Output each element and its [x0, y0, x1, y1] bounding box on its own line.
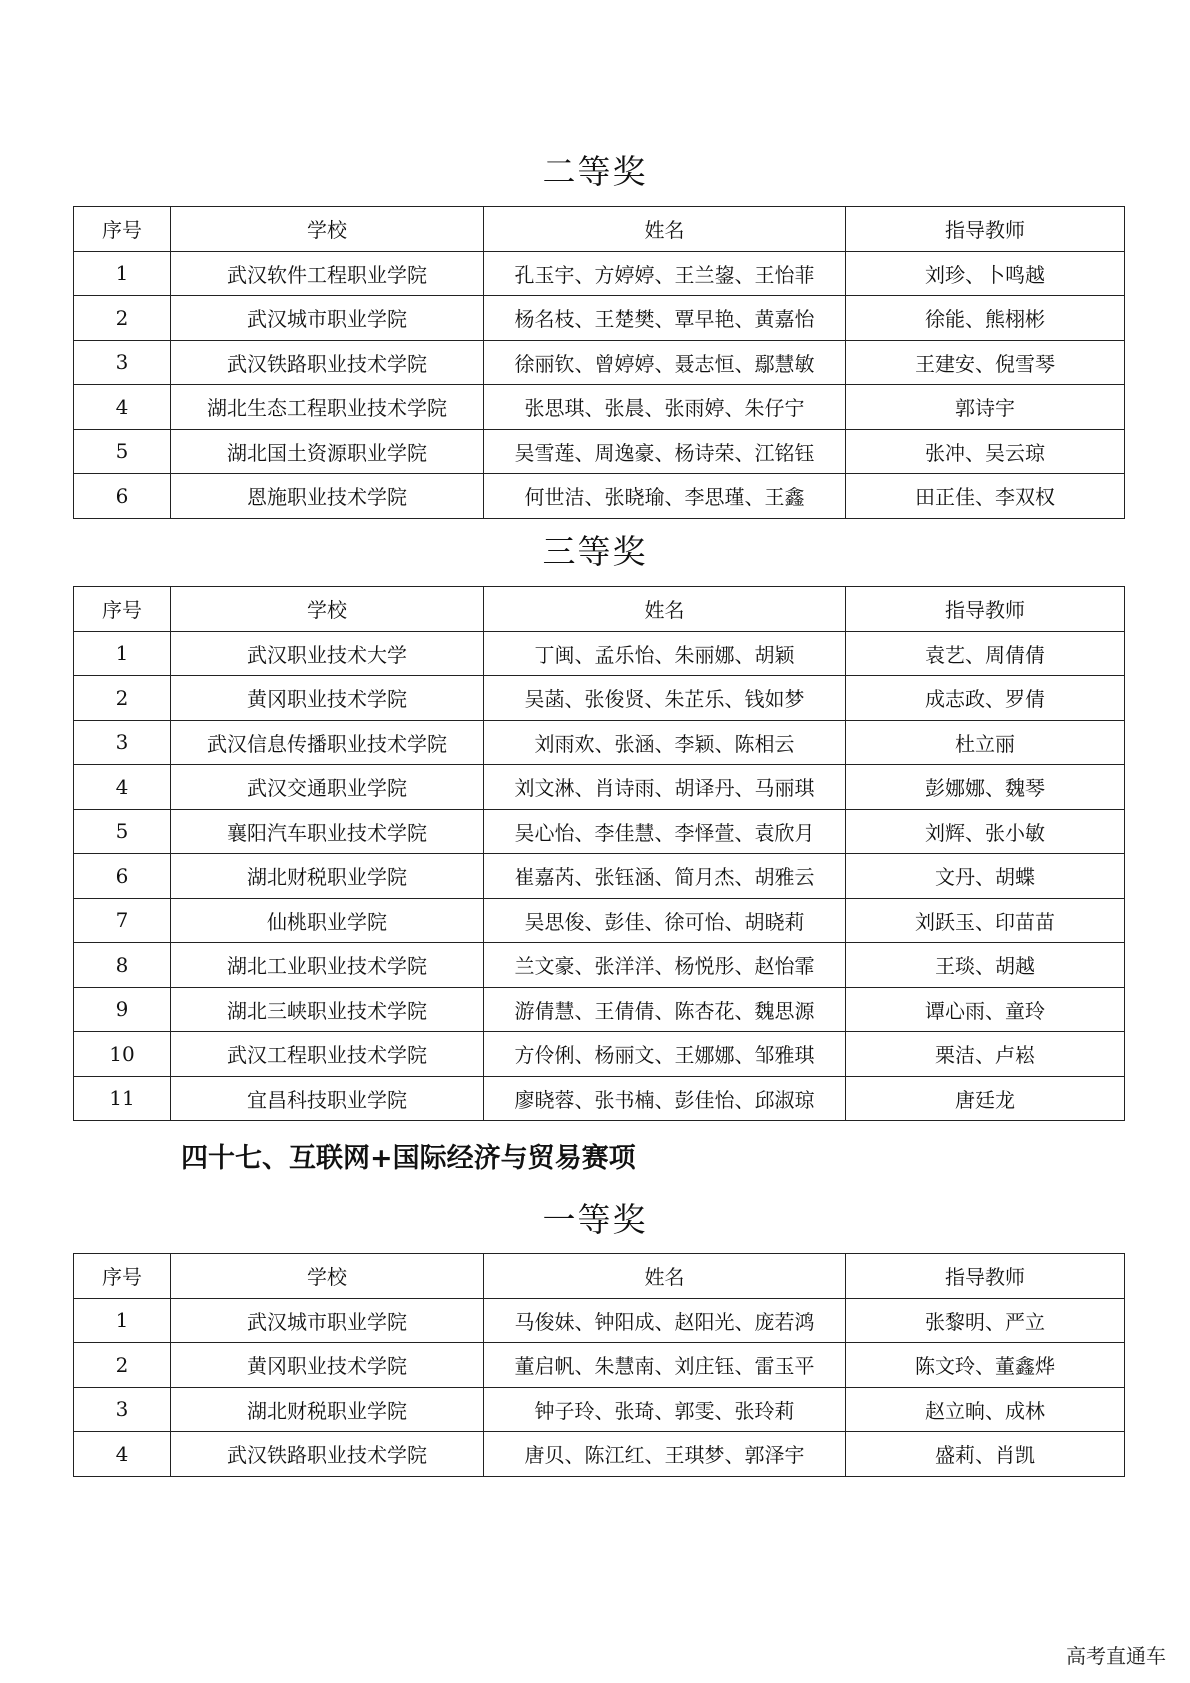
cell-no: 7 [74, 898, 171, 943]
cell-no: 4 [74, 765, 171, 810]
cell-teacher: 刘跃玉、印苗苗 [846, 898, 1125, 943]
header-names: 姓名 [484, 587, 846, 632]
cell-school: 仙桃职业学院 [171, 898, 484, 943]
table-row [74, 385, 1125, 430]
header-teacher: 指导教师 [846, 207, 1125, 252]
cell-teacher: 成志政、罗倩 [846, 676, 1125, 721]
cell-school: 湖北三峡职业技术学院 [171, 987, 484, 1032]
cell-names: 孔玉宇、方婷婷、王兰鋆、王怡菲 [484, 251, 846, 296]
cell-teacher: 王琰、胡越 [846, 943, 1125, 988]
cell-no: 5 [74, 429, 171, 474]
cell-teacher: 刘珍、卜鸣越 [846, 251, 1125, 296]
cell-no: 4 [74, 1432, 171, 1477]
second-prize-table [73, 206, 1125, 519]
cell-school: 襄阳汽车职业技术学院 [171, 809, 484, 854]
cell-teacher: 刘辉、张小敏 [846, 809, 1125, 854]
cell-school: 黄冈职业技术学院 [171, 1343, 484, 1388]
cell-names: 兰文豪、张洋洋、杨悦彤、赵怡霏 [484, 943, 846, 988]
table-row [74, 631, 1125, 676]
cell-no: 2 [74, 676, 171, 721]
header-teacher: 指导教师 [846, 587, 1125, 632]
cell-school: 武汉铁路职业技术学院 [171, 1432, 484, 1477]
cell-names: 方伶俐、杨丽文、王娜娜、邹雅琪 [484, 1032, 846, 1077]
cell-names: 刘文淋、肖诗雨、胡译丹、马丽琪 [484, 765, 846, 810]
header-no: 序号 [74, 587, 171, 632]
table-header-row [74, 1254, 1125, 1299]
cell-no: 2 [74, 296, 171, 341]
cell-names: 游倩慧、王倩倩、陈杏花、魏思源 [484, 987, 846, 1032]
cell-names: 张思琪、张晨、张雨婷、朱仔宁 [484, 385, 846, 430]
header-names: 姓名 [484, 1254, 846, 1299]
cell-teacher: 张冲、吴云琼 [846, 429, 1125, 474]
watermark-text: 高考直通车 [1066, 1644, 1166, 1668]
cell-school: 武汉铁路职业技术学院 [171, 340, 484, 385]
table-row [74, 720, 1125, 765]
cell-teacher: 赵立晌、成林 [846, 1387, 1125, 1432]
cell-names: 刘雨欢、张涵、李颖、陈相云 [484, 720, 846, 765]
cell-names: 徐丽钦、曾婷婷、聂志恒、鄢慧敏 [484, 340, 846, 385]
cell-no: 1 [74, 1298, 171, 1343]
cell-no: 3 [74, 340, 171, 385]
cell-teacher: 陈文玲、董鑫烨 [846, 1343, 1125, 1388]
first-prize-table [73, 1253, 1125, 1477]
cell-teacher: 唐廷龙 [846, 1076, 1125, 1121]
cell-school: 湖北财税职业学院 [171, 1387, 484, 1432]
cell-teacher: 谭心雨、童玲 [846, 987, 1125, 1032]
cell-names: 吴菡、张俊贤、朱芷乐、钱如梦 [484, 676, 846, 721]
table-row [74, 809, 1125, 854]
table-row [74, 296, 1125, 341]
header-school: 学校 [171, 207, 484, 252]
cell-teacher: 郭诗宇 [846, 385, 1125, 430]
table-row [74, 474, 1125, 519]
cell-teacher: 盛莉、肖凯 [846, 1432, 1125, 1477]
cell-no: 1 [74, 631, 171, 676]
cell-teacher: 杜立丽 [846, 720, 1125, 765]
cell-school: 武汉职业技术大学 [171, 631, 484, 676]
table-row [74, 765, 1125, 810]
header-school: 学校 [171, 587, 484, 632]
table-row [74, 1298, 1125, 1343]
section-title: 四十七、互联网+国际经济与贸易赛项 [181, 1143, 636, 1174]
header-no: 序号 [74, 207, 171, 252]
second-prize-title: 二等奖 [542, 152, 648, 191]
cell-names: 丁闽、孟乐怡、朱丽娜、胡颖 [484, 631, 846, 676]
table-header-row [74, 587, 1125, 632]
cell-school: 黄冈职业技术学院 [171, 676, 484, 721]
table-row [74, 676, 1125, 721]
cell-school: 湖北工业职业技术学院 [171, 943, 484, 988]
header-names: 姓名 [484, 207, 846, 252]
cell-names: 杨名枝、王楚樊、覃早艳、黄嘉怡 [484, 296, 846, 341]
cell-names: 吴思俊、彭佳、徐可怡、胡晓莉 [484, 898, 846, 943]
table-header-row [74, 207, 1125, 252]
cell-school: 武汉城市职业学院 [171, 296, 484, 341]
cell-names: 廖晓蓉、张书楠、彭佳怡、邱淑琼 [484, 1076, 846, 1121]
first-prize-title: 一等奖 [542, 1200, 648, 1239]
cell-teacher: 田正佳、李双权 [846, 474, 1125, 519]
header-no: 序号 [74, 1254, 171, 1299]
cell-names: 钟子玲、张琦、郭雯、张玲莉 [484, 1387, 846, 1432]
cell-no: 2 [74, 1343, 171, 1388]
cell-school: 湖北生态工程职业技术学院 [171, 385, 484, 430]
cell-teacher: 袁艺、周倩倩 [846, 631, 1125, 676]
cell-names: 马俊妹、钟阳成、赵阳光、庞若鸿 [484, 1298, 846, 1343]
cell-no: 1 [74, 251, 171, 296]
cell-names: 吴雪莲、周逸豪、杨诗荣、江铭钰 [484, 429, 846, 474]
cell-names: 吴心怡、李佳慧、李怿萱、袁欣月 [484, 809, 846, 854]
cell-school: 宜昌科技职业学院 [171, 1076, 484, 1121]
table-row [74, 943, 1125, 988]
cell-school: 湖北财税职业学院 [171, 854, 484, 899]
cell-names: 董启帆、朱慧南、刘庄钰、雷玉平 [484, 1343, 846, 1388]
table-row [74, 1343, 1125, 1388]
cell-teacher: 彭娜娜、魏琴 [846, 765, 1125, 810]
cell-no: 4 [74, 385, 171, 430]
cell-no: 3 [74, 1387, 171, 1432]
cell-no: 11 [74, 1076, 171, 1121]
header-teacher: 指导教师 [846, 1254, 1125, 1299]
cell-no: 3 [74, 720, 171, 765]
cell-no: 6 [74, 854, 171, 899]
cell-teacher: 徐能、熊栩彬 [846, 296, 1125, 341]
cell-no: 8 [74, 943, 171, 988]
third-prize-table [73, 586, 1125, 1121]
second-prize-rows [74, 251, 1125, 518]
table-row [74, 1032, 1125, 1077]
cell-no: 9 [74, 987, 171, 1032]
table-row [74, 340, 1125, 385]
cell-names: 唐贝、陈江红、王琪梦、郭泽宇 [484, 1432, 846, 1477]
table-row [74, 1076, 1125, 1121]
cell-teacher: 栗洁、卢崧 [846, 1032, 1125, 1077]
third-prize-rows [74, 631, 1125, 1121]
cell-no: 10 [74, 1032, 171, 1077]
cell-names: 何世洁、张晓瑜、李思瑾、王鑫 [484, 474, 846, 519]
table-row [74, 429, 1125, 474]
cell-school: 湖北国土资源职业学院 [171, 429, 484, 474]
header-school: 学校 [171, 1254, 484, 1299]
cell-no: 5 [74, 809, 171, 854]
cell-school: 武汉交通职业学院 [171, 765, 484, 810]
first-prize-rows [74, 1298, 1125, 1476]
table-row [74, 898, 1125, 943]
cell-school: 恩施职业技术学院 [171, 474, 484, 519]
table-row [74, 1432, 1125, 1477]
table-row [74, 987, 1125, 1032]
third-prize-title: 三等奖 [542, 532, 648, 571]
cell-names: 崔嘉芮、张钰涵、简月杰、胡雅云 [484, 854, 846, 899]
table-row [74, 251, 1125, 296]
cell-school: 武汉工程职业技术学院 [171, 1032, 484, 1077]
cell-school: 武汉信息传播职业技术学院 [171, 720, 484, 765]
cell-teacher: 王建安、倪雪琴 [846, 340, 1125, 385]
table-row [74, 854, 1125, 899]
cell-school: 武汉软件工程职业学院 [171, 251, 484, 296]
cell-teacher: 文丹、胡蝶 [846, 854, 1125, 899]
cell-school: 武汉城市职业学院 [171, 1298, 484, 1343]
cell-no: 6 [74, 474, 171, 519]
table-row [74, 1387, 1125, 1432]
cell-teacher: 张黎明、严立 [846, 1298, 1125, 1343]
